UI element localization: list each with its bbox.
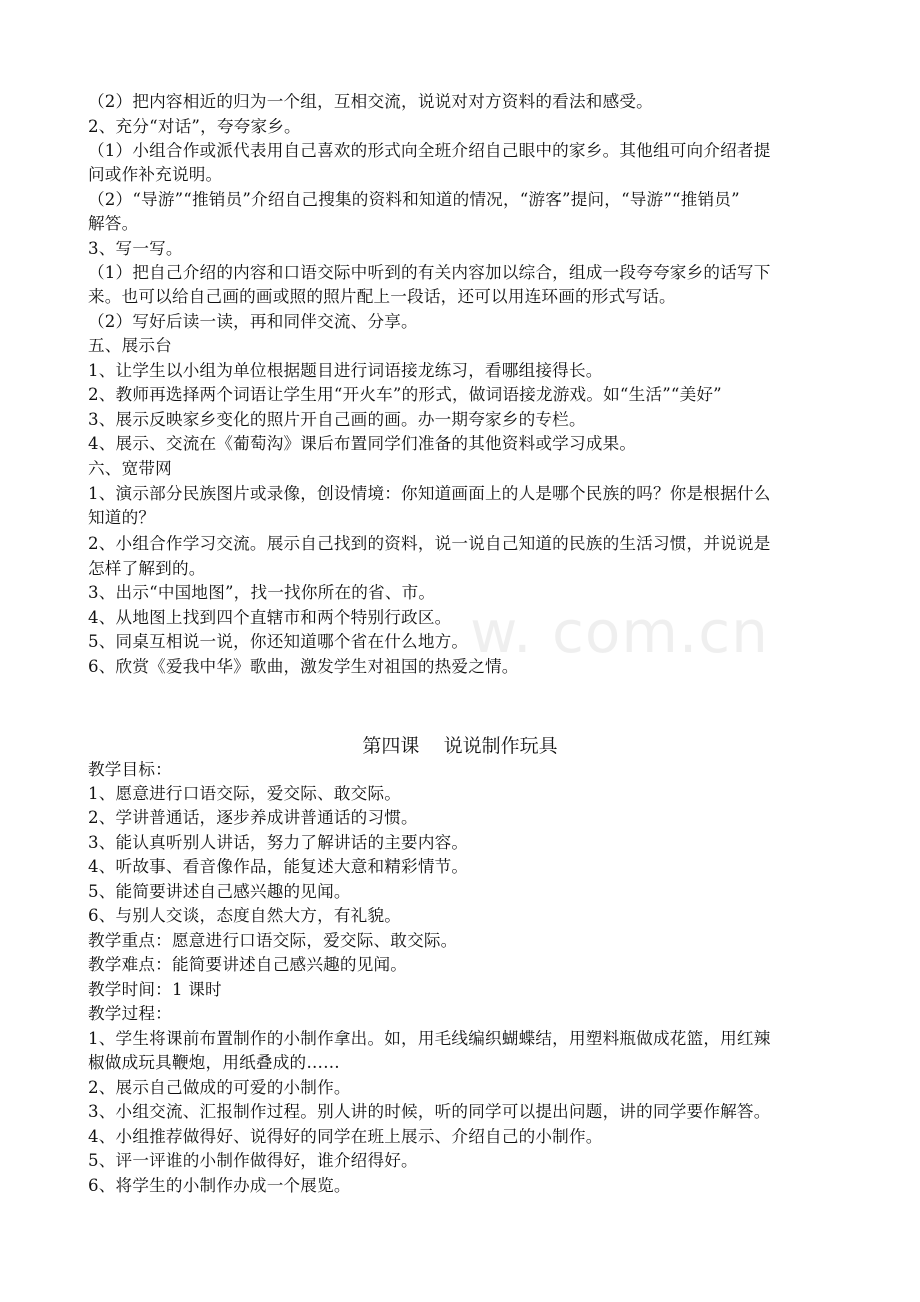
section-heading: 六、宽带网 xyxy=(88,459,172,478)
text-line: 3、能认真听别人讲话，努力了解讲话的主要内容。 xyxy=(88,833,469,852)
label-line: 教学难点：能简要讲述自己感兴趣的见闻。 xyxy=(88,955,408,974)
text-line: 5、同桌互相说一说，你还知道哪个省在什么地方。 xyxy=(88,632,469,651)
label-line: 教学过程： xyxy=(88,1004,172,1023)
text-line: 1、演示部分民族图片或录像，创设情境：你知道画面上的人是哪个民族的吗？你是根据什么 xyxy=(88,484,771,503)
text-line: （2）把内容相近的归为一个组，互相交流，说说对对方资料的看法和感受。 xyxy=(88,92,653,111)
text-line: （2）“导游”“推销员”介绍自己搜集的资料和知道的情况，“游客”提问，“导游”“推销员” xyxy=(88,190,740,209)
label-line: 教学目标： xyxy=(88,760,172,779)
text-line: 2、学讲普通话，逐步养成讲普通话的习惯。 xyxy=(88,808,418,827)
text-line: 5、能简要讲述自己感兴趣的见闻。 xyxy=(88,882,351,901)
text-line: 1、愿意进行口语交际，爱交际、敢交际。 xyxy=(88,784,402,803)
section-heading: 五、展示台 xyxy=(88,336,172,355)
text-line: 4、从地图上找到四个直辖市和两个特别行政区。 xyxy=(88,608,452,627)
text-line: 问或作补充说明。 xyxy=(88,165,223,184)
text-line: 2、小组合作学习交流。展示自己找到的资料，说一说自己知道的民族的生活习惯，并说说是 xyxy=(88,534,771,553)
text-line: 怎样了解到的。 xyxy=(88,559,206,578)
text-line: （1）小组合作或派代表用自己喜欢的形式向全班介绍自己眼中的家乡。其他组可向介绍者提 xyxy=(88,141,771,160)
text-line: 来。也可以给自己画的画或照的照片配上一段话，还可以用连环画的形式写话。 xyxy=(88,287,676,306)
text-line: 4、小组推荐做得好、说得好的同学在班上展示、介绍自己的小制作。 xyxy=(88,1127,603,1146)
text-line: 2、充分“对话”，夸夸家乡。 xyxy=(88,117,301,136)
text-line: 5、评一评谁的小制作做得好，谁介绍得好。 xyxy=(88,1151,418,1170)
text-line: 1、学生将课前布置制作的小制作拿出。如，用毛线编织蝴蝶结，用塑料瓶做成花篮，用红辣 xyxy=(88,1029,771,1048)
lesson-title: 第四课 说说制作玩具 xyxy=(362,735,558,757)
text-line: （1）把自己介绍的内容和口语交际中听到的有关内容加以综合，组成一段夸夸家乡的话写下 xyxy=(88,263,771,282)
text-line: 6、与别人交谈，态度自然大方，有礼貌。 xyxy=(88,906,402,925)
label-line: 教学重点：愿意进行口语交际，爱交际、敢交际。 xyxy=(88,931,458,950)
watermark: w. com.cn xyxy=(470,598,769,666)
text-line: 知道的？ xyxy=(88,508,156,527)
text-line: 3、出示“中国地图”，找一找你所在的省、市。 xyxy=(88,583,436,602)
text-line: 解答。 xyxy=(88,214,139,233)
text-line: （2）写好后读一读，再和同伴交流、分享。 xyxy=(88,312,418,331)
text-line: 4、展示、交流在《葡萄沟》课后布置同学们准备的其他资料或学习成果。 xyxy=(88,434,637,453)
text-line: 3、写一写。 xyxy=(88,239,183,258)
text-line: 椒做成玩具鞭炮，用纸叠成的…… xyxy=(88,1053,340,1072)
text-line: 6、欣赏《爱我中华》歌曲，激发学生对祖国的热爱之情。 xyxy=(88,657,519,676)
label-line: 教学时间：1 课时 xyxy=(88,980,222,999)
text-line: 6、将学生的小制作办成一个展览。 xyxy=(88,1176,351,1195)
text-line: 2、展示自己做成的可爱的小制作。 xyxy=(88,1078,351,1097)
text-line: 3、小组交流、汇报制作过程。别人讲的时候，听的同学可以提出问题，讲的同学要作解答。 xyxy=(88,1102,771,1121)
text-line: 2、教师再选择两个词语让学生用“开火车”的形式，做词语接龙游戏。如“生活”“美好” xyxy=(88,385,722,404)
text-line: 3、展示反映家乡变化的照片开自己画的画。办一期夸家乡的专栏。 xyxy=(88,410,586,429)
text-line: 1、让学生以小组为单位根据题目进行词语接龙练习，看哪组接得长。 xyxy=(88,361,603,380)
text-line: 4、听故事、看音像作品，能复述大意和精彩情节。 xyxy=(88,857,469,876)
